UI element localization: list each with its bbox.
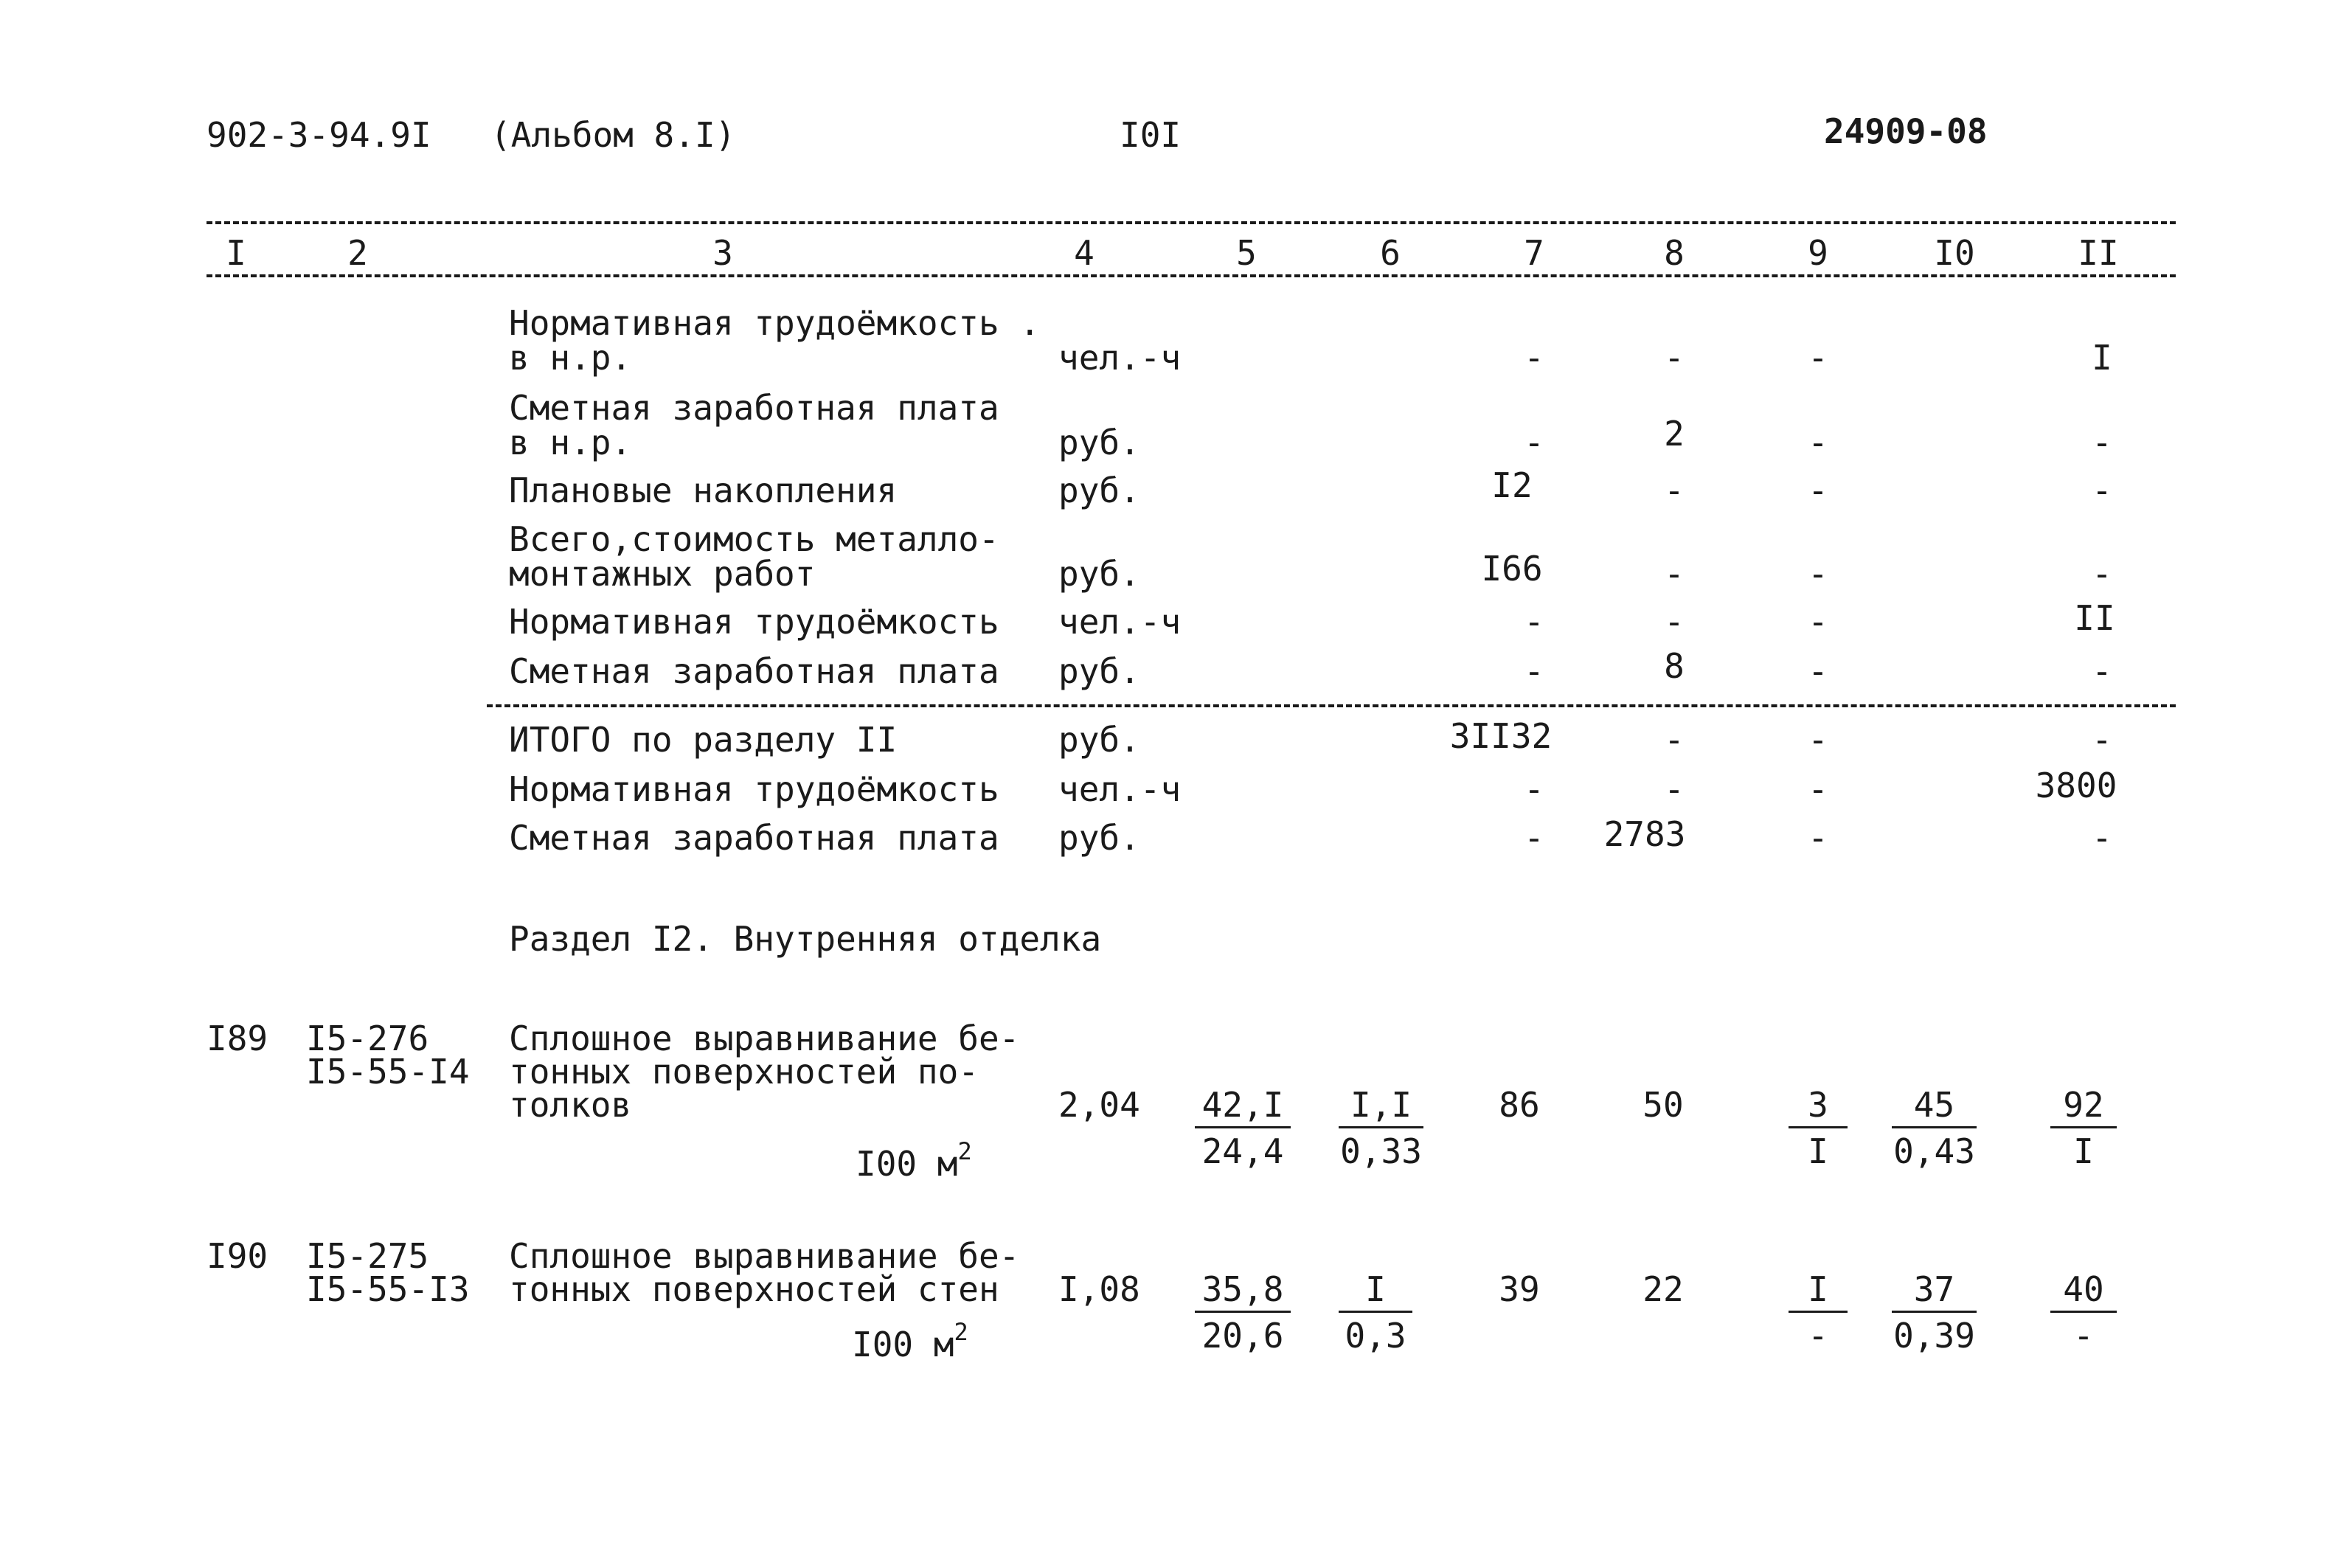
column-header-5: 5 xyxy=(1236,233,1257,273)
total-col-7: - xyxy=(1524,769,1544,809)
row-col-9: - xyxy=(1808,651,1828,691)
fraction-denominator: 0,33 xyxy=(1340,1131,1422,1171)
row-col-7: - xyxy=(1524,602,1544,642)
total-col-11: 3800 xyxy=(2035,766,2117,805)
row-unit: руб. xyxy=(1058,554,1140,594)
fraction-numerator: 37 xyxy=(1892,1272,1977,1313)
item-code-primary: I5-275 xyxy=(306,1236,429,1276)
item-code-secondary: I5-55-I3 xyxy=(306,1269,470,1309)
item-code-secondary: I5-55-I4 xyxy=(306,1052,470,1092)
row-unit: чел.-ч xyxy=(1058,602,1182,642)
row-description-continued: в н.р. xyxy=(509,423,632,462)
row-col-11: - xyxy=(2092,471,2112,510)
row-unit: руб. xyxy=(1058,423,1140,462)
fraction-denominator: - xyxy=(1808,1316,1828,1356)
total-col-7: - xyxy=(1524,818,1544,858)
row-col-11: - xyxy=(2092,423,2112,462)
item-description-line-2: тонных поверхностей стен xyxy=(509,1269,999,1309)
fraction-numerator: 45 xyxy=(1892,1088,1977,1128)
row-col-11: - xyxy=(2092,554,2112,594)
column-header-2: 2 xyxy=(347,233,368,273)
fraction-denominator: I xyxy=(1808,1131,1828,1171)
fraction-denominator: 0,3 xyxy=(1345,1316,1406,1356)
row-description-continued: монтажных работ xyxy=(509,554,816,594)
row-col-11: I xyxy=(2092,338,2112,378)
item-number: I89 xyxy=(207,1019,268,1058)
unit-exponent: 2 xyxy=(957,1137,972,1165)
row-description-continued: в н.р. xyxy=(509,338,632,378)
item-col-5-fraction xyxy=(1195,1085,1291,1171)
column-header-10: I0 xyxy=(1934,233,1975,273)
fraction-denominator: 24,4 xyxy=(1201,1131,1284,1171)
column-header-8: 8 xyxy=(1664,233,1685,273)
fraction-numerator: 42,I xyxy=(1195,1088,1291,1128)
fraction-denominator: I xyxy=(2073,1131,2094,1171)
row-unit: руб. xyxy=(1058,651,1140,691)
item-description-line-3: толков xyxy=(509,1085,632,1125)
item-col-5-fraction xyxy=(1195,1269,1291,1356)
fraction-denominator: 20,6 xyxy=(1201,1316,1284,1356)
row-col-9: - xyxy=(1808,338,1828,378)
total-col-7: 3II32 xyxy=(1449,716,1553,756)
total-col-8: 2783 xyxy=(1603,814,1686,854)
fraction-numerator: I xyxy=(1789,1272,1848,1313)
item-col-7: 39 xyxy=(1499,1269,1540,1309)
row-col-9: - xyxy=(1808,602,1828,642)
item-code-primary: I5-276 xyxy=(306,1019,429,1058)
item-col-11-fraction xyxy=(2050,1269,2117,1356)
total-col-8: - xyxy=(1664,720,1685,760)
album-label: (Альбом 8.I) xyxy=(490,115,736,155)
item-col-9-fraction xyxy=(1789,1085,1848,1171)
unit-exponent: 2 xyxy=(954,1318,968,1346)
row-col-9: - xyxy=(1808,423,1828,462)
row-col-7: I66 xyxy=(1481,549,1543,589)
item-col-11-fraction xyxy=(2050,1085,2117,1171)
fraction-denominator: 0,39 xyxy=(1893,1316,1975,1356)
document-code: 902-3-94.9I xyxy=(207,115,431,155)
total-separator-rule xyxy=(487,704,2176,707)
fraction-numerator: 92 xyxy=(2050,1088,2117,1128)
total-col-9: - xyxy=(1808,720,1828,760)
row-description: Нормативная трудоёмкость . xyxy=(509,303,1041,343)
column-header-4: 4 xyxy=(1074,233,1095,273)
section-title: Раздел I2. Внутренняя отделка xyxy=(509,919,1102,959)
header-bottom-rule xyxy=(207,274,2176,277)
fraction-numerator: 40 xyxy=(2050,1272,2117,1313)
item-col-7: 86 xyxy=(1499,1085,1540,1125)
item-col-9-fraction xyxy=(1789,1269,1848,1356)
stamp-number: 24909-08 xyxy=(1824,111,1988,151)
item-col-6-fraction xyxy=(1339,1085,1423,1171)
row-col-11: - xyxy=(2092,651,2112,691)
fraction-numerator: 3 xyxy=(1789,1088,1848,1128)
row-unit: чел.-ч xyxy=(1058,338,1182,378)
item-col-8: 50 xyxy=(1642,1085,1684,1125)
total-unit: руб. xyxy=(1058,818,1140,858)
row-col-8: - xyxy=(1664,338,1685,378)
row-col-8: - xyxy=(1664,471,1685,510)
total-description: Сметная заработная плата xyxy=(509,818,999,858)
item-col-10-fraction xyxy=(1892,1085,1977,1171)
total-col-9: - xyxy=(1808,769,1828,809)
item-description-line-1: Сплошное выравнивание бе- xyxy=(509,1019,1020,1058)
item-description-line-1: Сплошное выравнивание бе- xyxy=(509,1236,1020,1276)
row-col-8: - xyxy=(1664,554,1685,594)
item-col-6-fraction xyxy=(1339,1269,1412,1356)
item-number: I90 xyxy=(207,1236,268,1276)
row-col-7: - xyxy=(1524,423,1544,462)
total-col-11: - xyxy=(2092,720,2112,760)
row-description: Сметная заработная плата xyxy=(509,651,999,691)
row-col-8: 2 xyxy=(1664,414,1685,454)
row-unit: руб. xyxy=(1058,471,1140,510)
total-col-8: - xyxy=(1664,769,1685,809)
column-header-6: 6 xyxy=(1380,233,1401,273)
item-quantity: I,08 xyxy=(1058,1269,1140,1309)
fraction-numerator: I xyxy=(1339,1272,1412,1313)
item-description-line-2: тонных поверхностей по- xyxy=(509,1052,979,1092)
row-description: Нормативная трудоёмкость xyxy=(509,602,999,642)
row-col-8: - xyxy=(1664,602,1685,642)
item-col-8: 22 xyxy=(1642,1269,1684,1309)
row-col-7: - xyxy=(1524,651,1544,691)
row-col-7: - xyxy=(1524,338,1544,378)
row-col-8: 8 xyxy=(1664,646,1685,686)
total-unit: руб. xyxy=(1058,720,1140,760)
column-header-11: II xyxy=(2078,233,2119,273)
total-col-11: - xyxy=(2092,818,2112,858)
total-col-9: - xyxy=(1808,818,1828,858)
fraction-denominator: 0,43 xyxy=(1893,1131,1975,1171)
row-description: Плановые накопления xyxy=(509,471,898,510)
fraction-numerator: 35,8 xyxy=(1195,1272,1291,1313)
row-description: Сметная заработная плата xyxy=(509,388,999,428)
column-header-3: 3 xyxy=(712,233,733,273)
item-measure-unit xyxy=(852,1318,968,1364)
total-unit: чел.-ч xyxy=(1058,769,1182,809)
item-col-10-fraction xyxy=(1892,1269,1977,1356)
row-col-7: I2 xyxy=(1491,465,1533,505)
item-measure-unit xyxy=(856,1137,972,1184)
page-number: I0I xyxy=(1120,115,1182,155)
unit-label: I00 м xyxy=(852,1325,954,1364)
total-description: ИТОГО по разделу II xyxy=(509,720,898,760)
column-header-9: 9 xyxy=(1808,233,1828,273)
header-top-rule xyxy=(207,221,2176,224)
unit-label: I00 м xyxy=(856,1144,958,1184)
fraction-numerator: I,I xyxy=(1339,1088,1423,1128)
row-col-11: II xyxy=(2074,598,2115,638)
row-col-9: - xyxy=(1808,471,1828,510)
fraction-denominator: - xyxy=(2073,1316,2094,1356)
total-description: Нормативная трудоёмкость xyxy=(509,769,999,809)
column-header-1: I xyxy=(226,233,246,273)
row-description: Всего,стоимость металло- xyxy=(509,519,999,559)
item-quantity: 2,04 xyxy=(1058,1085,1140,1125)
column-header-7: 7 xyxy=(1524,233,1544,273)
row-col-9: - xyxy=(1808,554,1828,594)
